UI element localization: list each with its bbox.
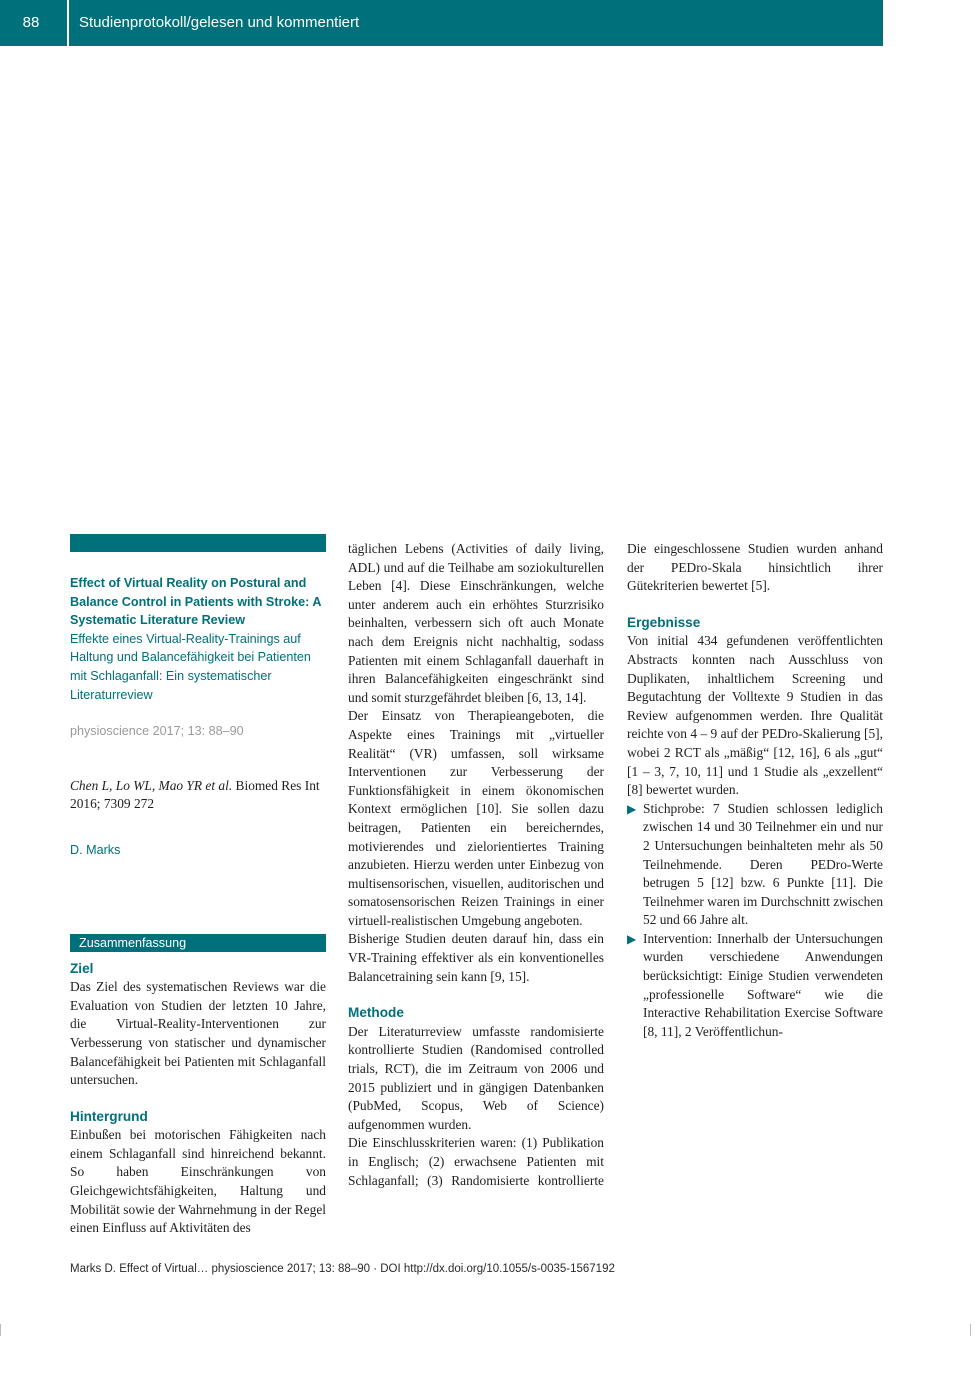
- section-heading-methode: Methode: [348, 1005, 404, 1021]
- list-item: [627, 800, 883, 930]
- journal-reference: physioscience 2017; 13: 88–90: [70, 724, 244, 739]
- crop-mark-right: [970, 1324, 971, 1336]
- header-divider: [67, 0, 69, 46]
- page-footer: Marks D. Effect of Virtual… physioscience 2017; 13: 88–90 · DOI http://dx.doi.org/10.1055/s-0035-1567192: [70, 1263, 615, 1275]
- ziel-text: Das Ziel des systematischen Reviews war die Evaluation von Studien der letzten 10 Jahre, die Virtual-Reality-Interventionen zur Verbesserung von statischer und dynamischer Balancefähigkeit bei Patienten mit Schlaganfall untersuchen.: [70, 979, 326, 1088]
- methode-text-1: Der Literaturreview umfasste randomisierte kontrollierte Studien (Randomised controlled trials, RCT), die im Zeitraum von 2006 und 2015 publiziert und in gängigen Datenbanken (PubMed, Scopus, Web of Science) aufgenommen wurden.: [348, 1023, 604, 1132]
- column-2: [348, 540, 604, 1190]
- citation-source: Biomed Res Int 2016; 7309 272: [70, 777, 320, 812]
- list-item: [627, 930, 883, 1042]
- methode-text-3: Die eingeschlossene Studien wurden anhand der PEDro-Skala hinsichtlich ihrer Gütekriterien bewertet [5].: [627, 541, 883, 594]
- page-header: [0, 0, 883, 46]
- column-1: [70, 534, 326, 1238]
- section-heading-ergebnisse: Ergebnisse: [627, 614, 701, 630]
- hintergrund-text-3: Der Einsatz von Therapieangeboten, die Aspekte eines Trainings mit „virtueller Realität“ (VR) umfassen, soll wirksame Interventionen zur Verbesserung der Funktionsfähigkeit in einem ökonomischen Kontext ermöglichen [10]. Sie sollen dazu beitragen, Patienten ein bereicherndes, motivierendes und zielorientiertes Training anzubieten. Hierzu werden unter Einbezug von multisensorischen, visuellen, auditorischen und somatosensorischen Reizen Trainings in einer virtuell-realistischen Umgebung angeboten.: [348, 708, 604, 928]
- article-title-de: Effekte eines Virtual-Reality-Trainings auf Haltung und Balancefähigkeit bei Patienten mit Schlaganfall: Ein systematischer Literaturreview: [70, 631, 311, 702]
- hintergrund-text-2: täglichen Lebens (Activities of daily living, ADL) und auf die Teilhabe am soziokulturellen Leben [4]. Diese Einschränkungen, welche unter anderem auch ein erhöhtes Sturzrisiko beinhalten, verbessern sich oft auch Monate nach dem Ereignis nicht nachhaltig, sodass Patienten mit einem Schlaganfall dauerhaft in ihren Balancefähigkeiten eingeschränkt sind und somit sturzgefährdet bleiben [6, 13, 14].: [348, 541, 604, 705]
- bullet-stichprobe: Stichprobe: 7 Studien schlossen lediglich zwischen 14 und 30 Teilnehmer ein und nur 2 Untersuchungen beinhalteten mehr als 50 Teilnehmende. Deren PEDro-Werte betrugen 5 [12] bzw. 6 Punkte [11]. Die Teilnehmer waren im Durchschnitt zwischen 52 und 66 Jahre alt.: [643, 800, 884, 928]
- ergebnisse-text: Von initial 434 gefundenen veröffentlichten Abstracts konnten nach Ausschluss von Duplikaten, inhaltlichem Screening und Begutachtung der Volltexte 9 Studien in das Review aufgenommen werden. Ihre Qualität reichte von 4 – 9 auf der PEDro-Skalierung [5], wobei 2 RCT als „mäßig“ [12, 16], 6 als „gut“ [1 – 3, 7, 10, 11] und 1 Studie als „exzellent“ [8] bewertet wurden.: [627, 633, 883, 798]
- bullet-intervention: Intervention: Innerhalb der Untersuchungen wurden verschiedene Anwendungen berücksichtigt: Einige Studien verwendeten „professionelle Software“ wie die Interactive Rehabilitation Exercise Software [8, 11], 2 Veröffentlichun-: [643, 930, 883, 1039]
- methode-text-2-start: [348, 1134, 604, 1190]
- triangle-right-icon: ▶: [627, 931, 637, 946]
- section-title: Studienprotokoll/gelesen und kommentiert: [79, 14, 360, 31]
- hintergrund-text-4: Bisherige Studien deuten darauf hin, dass ein VR-Training effektiver als ein konventionelles Balancetraining sein kann [9, 15].: [348, 931, 604, 984]
- hintergrund-text-1: Einbußen bei motorischen Fähigkeiten nach einem Schlaganfall sind hinreichend bekannt. So haben Einschränkungen von Gleichgewichtsfähigkeiten, Haltung und Mobilität sowie der Wahrnehmung in der Regel einen Einfluss auf Aktivitäten des: [70, 1127, 326, 1236]
- triangle-right-icon: ▶: [627, 801, 637, 816]
- original-citation: [70, 777, 326, 814]
- page-number: 88: [22, 14, 40, 31]
- citation-authors: Chen L, Lo WL, Mao YR et al.: [70, 777, 233, 793]
- section-heading-ziel: Ziel: [70, 960, 94, 976]
- summary-label: Zusammenfassung: [70, 934, 326, 952]
- column-3: [627, 540, 883, 1041]
- section-heading-hintergrund: Hintergrund: [70, 1108, 148, 1124]
- crop-mark-left: [0, 1324, 1, 1336]
- article-accent-bar: [70, 534, 326, 552]
- article-title-en: Effect of Virtual Reality on Postural and Balance Control in Patients with Stroke: A Systematic Literature Review: [70, 576, 321, 628]
- reviewer-name: D. Marks: [70, 842, 121, 857]
- methode-text-2: Die Einschlusskriterien waren: (1) Publikation in Englisch; (2) erwachsene Patienten mit Schlaganfall; (3) Randomisierte kontrollierte: [348, 1135, 604, 1188]
